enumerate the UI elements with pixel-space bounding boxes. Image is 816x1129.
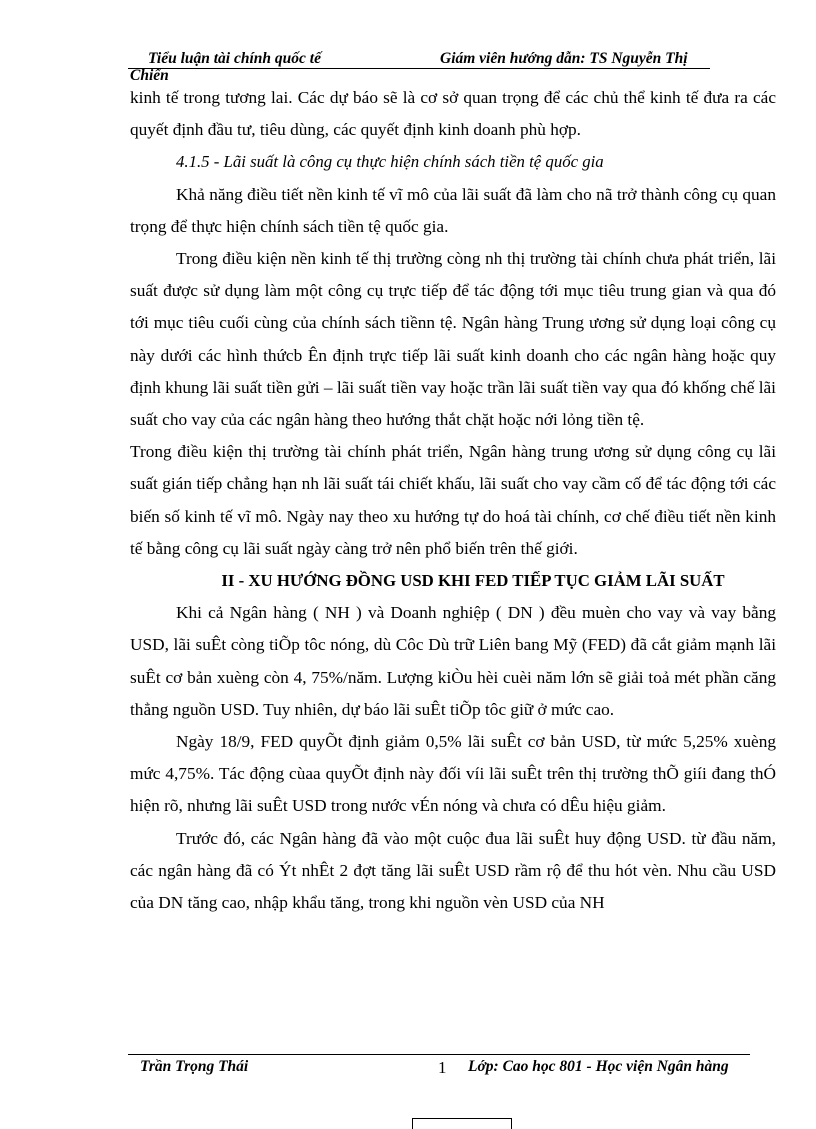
page-footer — [130, 1058, 770, 1078]
page-number: 1 — [438, 1058, 447, 1077]
document-body — [130, 82, 776, 919]
footer-rule — [128, 1054, 750, 1055]
paragraph: Khả năng điều tiết nền kinh tế vĩ mô của lãi suất đã làm cho nã trở thành công cụ quan trọng để thực hiện chính sách tiền tệ quốc gia. — [130, 184, 776, 236]
header-rule — [128, 68, 710, 69]
paragraph: Trong điều kiện thị trường tài chính phát triển, Ngân hàng trung ương sử dụng công cụ lãi suất gián tiếp chẳng hạn nh lãi suất tái chiết khấu, lãi suất cho vay cầm cố để tác động tới các biến số kinh tế vĩ mô. Ngày nay theo xu hướng tự do hoá tài chính, cơ chế điều tiết nền kinh tế bằng công cụ lãi suất ngày càng trở nên phổ biến trên thế giới. — [130, 442, 776, 558]
header-title: Tiểu luận tài chính quốc tế — [148, 50, 321, 67]
page-number-box — [412, 1118, 512, 1129]
footer-class-info: Lớp: Cao học 801 - Học viện Ngân hàng — [468, 1058, 729, 1075]
paragraph: Trong điều kiện nền kinh tế thị trường còng nh thị trường tài chính chưa phát triển, lãi suất được sử dụng làm một công cụ trực tiếp để tác động tới mục tiêu trung gian và qua đó tới mục tiêu cuối cùng của chính sách tiềnn tệ. Ngân hàng Trung ương sử dụng loại công cụ này dưới các hình thứcb Ên định trực tiếp lãi suất kinh doanh cho các ngân hàng hoặc quy định khung lãi suất tiền gửi – lãi suất tiền vay hoặc trần lãi suất tiền vay qua đó khống chế lãi suất cho vay của các ngân hàng theo hướng thắt chặt hoặc nới lỏng tiền tệ. — [130, 249, 776, 430]
header-advisor-continuation: Chiến — [130, 67, 169, 84]
paragraph-continuation: kinh tế trong tương lai. Các dự báo sẽ là cơ sở quan trọng để các chủ thể kinh tế đưa ra các quyết định đầu tư, tiêu dùng, các quyết định kinh doanh phù hợp. — [130, 88, 776, 140]
paragraph: Ngày 18/9, FED quyÕt định giảm 0,5% lãi suÊt cơ bản USD, từ mức 5,25% xuèng mức 4,75%. Tác động cùaa quyÕt định này đối víi lãi suÊt trên thị trường thÕ giíi đang thÓ hiện rõ, nhưng lãi suÊt USD trong nước vÉn nóng và chưa có dÊu hiệu giảm. — [130, 732, 776, 816]
footer-author: Trần Trọng Thái — [140, 1058, 249, 1075]
paragraph: Khi cả Ngân hàng ( NH ) và Doanh nghiệp ( DN ) đều muèn cho vay và vay bằng USD, lãi suÊt còng tiÕp tôc nóng, dù Côc Dù trữ Liên bang Mỹ (FED) đã cắt giảm mạnh lãi suÊt cơ bản xuèng còn 4, 75%/năm. Lượng kiÒu hèi cuèi năm lớn sẽ giải toả mét phần căng thẳng nguồn USD. Tuy nhiên, dự báo lãi suÊt tiÕp tôc giữ ở mức cao. — [130, 603, 776, 719]
section-heading: II - XU HƯỚNG ĐỒNG USD KHI FED TIẾP TỤC GIẢM LÃI SUẤT — [221, 571, 725, 591]
subsection-heading: 4.1.5 - Lãi suất là công cụ thực hiện chính sách tiền tệ quốc gia — [176, 152, 604, 172]
header-advisor: Giám viên hướng dẫn: TS Nguyễn Thị — [440, 50, 688, 67]
paragraph: Trước đó, các Ngân hàng đã vào một cuộc đua lãi suÊt huy động USD. từ đầu năm, các ngân hàng đã có Ýt nhÊt 2 đợt tăng lãi suÊt USD rầm rộ để thu hót vèn. Nhu cầu USD của DN tăng cao, nhập khẩu tăng, trong khi nguồn vèn USD của NH — [130, 828, 776, 913]
